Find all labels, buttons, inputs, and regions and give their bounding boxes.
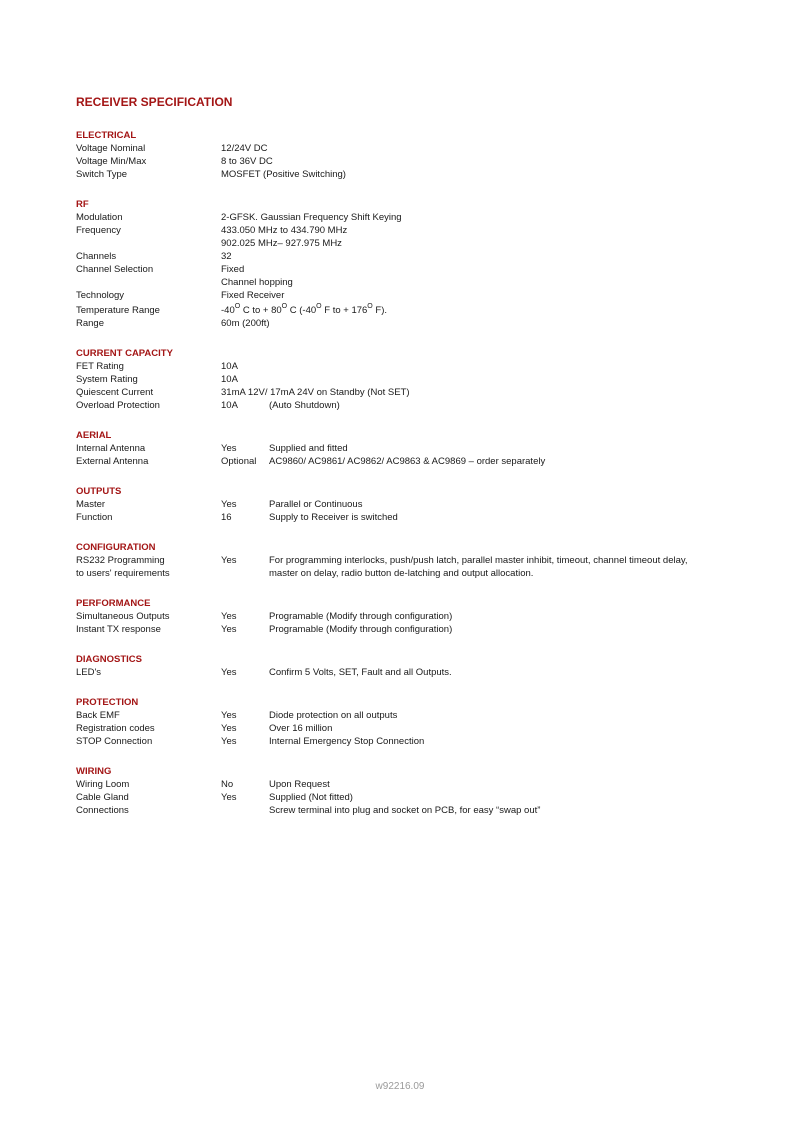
spec-note: Supply to Receiver is switched — [269, 512, 398, 523]
spec-note: master on delay, radio button de-latching and output allocation. — [269, 568, 534, 579]
spec-label: External Antenna — [76, 456, 149, 467]
section-electrical — [76, 130, 776, 181]
spec-label: Range — [76, 318, 104, 329]
spec-label: Connections — [76, 805, 129, 816]
section-protection — [76, 697, 776, 748]
spec-row — [76, 360, 776, 373]
section-diagnostics — [76, 654, 776, 679]
spec-value: 8 to 36V DC — [221, 156, 273, 167]
spec-value: Yes — [221, 723, 237, 734]
spec-label: Master — [76, 499, 106, 510]
spec-value: No — [221, 779, 234, 790]
spec-value: Fixed — [221, 264, 245, 275]
spec-row — [76, 289, 776, 302]
spec-value: 433.050 MHz to 434.790 MHz — [221, 225, 348, 236]
page-title: RECEIVER SPECIFICATION — [76, 95, 233, 109]
spec-row — [76, 386, 776, 399]
spec-content — [76, 130, 776, 835]
spec-label-line: to users' requirements — [76, 568, 170, 579]
spec-value: Yes — [221, 499, 237, 510]
spec-label: Temperature Range — [76, 305, 160, 316]
spec-value: 16 — [221, 512, 232, 523]
section-heading: WIRING — [76, 766, 112, 777]
spec-row — [76, 263, 776, 289]
spec-row — [76, 155, 776, 168]
spec-label: Wiring Loom — [76, 779, 130, 790]
spec-row — [76, 317, 776, 330]
spec-label: Quiescent Current — [76, 387, 154, 398]
spec-label — [76, 554, 216, 580]
section-heading: PERFORMANCE — [76, 598, 151, 609]
spec-row — [76, 804, 776, 817]
spec-row — [76, 735, 776, 748]
spec-note: Diode protection on all outputs — [269, 710, 398, 721]
spec-value: MOSFET (Positive Switching) — [221, 169, 346, 180]
spec-label: Cable Gland — [76, 792, 129, 803]
section-wiring — [76, 766, 776, 817]
spec-value: Optional — [221, 456, 257, 467]
spec-note: Over 16 million — [269, 723, 333, 734]
temperature-value: $-40^O$ C to + $80^O$ C ($-40^O$ F to + $176^O$ F). — [221, 302, 387, 316]
spec-label: Overload Protection — [76, 400, 160, 411]
spec-value: 10A — [221, 374, 238, 385]
spec-row — [76, 442, 776, 455]
spec-row — [76, 511, 776, 524]
spec-row — [76, 554, 776, 580]
section-heading: OUTPUTS — [76, 486, 122, 497]
spec-note: (Auto Shutdown) — [269, 400, 340, 411]
spec-label: Voltage Nominal — [76, 143, 146, 154]
spec-row — [76, 250, 776, 263]
spec-label: System Rating — [76, 374, 138, 385]
spec-value: Yes — [221, 624, 237, 635]
spec-row — [76, 498, 776, 511]
spec-label: STOP Connection — [76, 736, 153, 747]
spec-label: LED's — [76, 667, 102, 678]
spec-label: Simultaneous Outputs — [76, 611, 170, 622]
section-heading: AERIAL — [76, 430, 112, 441]
spec-label: Internal Antenna — [76, 443, 146, 454]
spec-note: Parallel or Continuous — [269, 499, 363, 510]
spec-value: Yes — [221, 710, 237, 721]
section-heading: DIAGNOSTICS — [76, 654, 142, 665]
spec-value: Yes — [221, 792, 237, 803]
spec-value: 32 — [221, 251, 232, 262]
spec-row — [76, 168, 776, 181]
spec-row — [76, 666, 776, 679]
spec-value: 12/24V DC — [221, 143, 268, 154]
spec-note: Programable (Modify through configuration) — [269, 624, 453, 635]
spec-label: Voltage Min/Max — [76, 156, 147, 167]
spec-row — [76, 211, 776, 224]
spec-value: Yes — [221, 736, 237, 747]
spec-note: AC9860/ AC9861/ AC9862/ AC9863 & AC9869 – order separately — [269, 456, 546, 467]
spec-row — [76, 623, 776, 636]
spec-row — [76, 722, 776, 735]
spec-value: Yes — [221, 555, 237, 566]
spec-label: Frequency — [76, 225, 121, 236]
spec-value: Yes — [221, 443, 237, 454]
spec-label: Modulation — [76, 212, 123, 223]
spec-label: Technology — [76, 290, 125, 301]
spec-label: Instant TX response — [76, 624, 161, 635]
section-configuration — [76, 542, 776, 580]
spec-label: FET Rating — [76, 361, 124, 372]
section-heading: ELECTRICAL — [76, 130, 137, 141]
spec-value: Channel hopping — [221, 277, 293, 288]
spec-note: Confirm 5 Volts, SET, Fault and all Outputs. — [269, 667, 452, 678]
section-heading: CONFIGURATION — [76, 542, 156, 553]
section-performance — [76, 598, 776, 636]
spec-row — [76, 709, 776, 722]
spec-value: 31mA 12V/ 17mA 24V on Standby (Not SET) — [221, 387, 410, 398]
spec-row — [76, 778, 776, 791]
spec-row — [76, 610, 776, 623]
spec-note: Upon Request — [269, 779, 330, 790]
spec-row — [76, 373, 776, 386]
spec-row — [76, 399, 776, 412]
section-outputs — [76, 486, 776, 524]
spec-note: For programming interlocks, push/push latch, parallel master inhibit, timeout, channel timeout delay, — [269, 555, 688, 566]
spec-row — [76, 224, 776, 250]
spec-label: Switch Type — [76, 169, 128, 180]
spec-label-line: RS232 Programming — [76, 555, 165, 566]
spec-row — [76, 302, 776, 317]
spec-note: Screw terminal into plug and socket on PCB, for easy “swap out” — [269, 805, 541, 816]
section-aerial — [76, 430, 776, 468]
spec-label: Function — [76, 512, 113, 523]
spec-label: Channels — [76, 251, 117, 262]
section-heading: RF — [76, 199, 89, 210]
spec-row — [76, 791, 776, 804]
spec-note: Internal Emergency Stop Connection — [269, 736, 425, 747]
spec-label: Registration codes — [76, 723, 155, 734]
spec-label: Channel Selection — [76, 264, 154, 275]
spec-row — [76, 142, 776, 155]
spec-value: 902.025 MHz– 927.975 MHz — [221, 238, 342, 249]
spec-value: Fixed Receiver — [221, 290, 285, 301]
spec-row — [76, 455, 776, 468]
spec-note: Supplied and fitted — [269, 443, 348, 454]
spec-note: Supplied (Not fitted) — [269, 792, 353, 803]
spec-value: 10A — [221, 400, 238, 411]
spec-note: Programable (Modify through configuration) — [269, 611, 453, 622]
section-heading: PROTECTION — [76, 697, 139, 708]
section-heading: CURRENT CAPACITY — [76, 348, 173, 359]
spec-label: Back EMF — [76, 710, 120, 721]
spec-value: Yes — [221, 611, 237, 622]
spec-value: Yes — [221, 667, 237, 678]
section-rf — [76, 199, 776, 330]
spec-value: 60m (200ft) — [221, 318, 270, 329]
spec-value: 10A — [221, 361, 238, 372]
section-current-capacity — [76, 348, 776, 412]
document-code: w92216.09 — [375, 1081, 425, 1092]
spec-value: 2-GFSK. Gaussian Frequency Shift Keying — [221, 212, 402, 223]
